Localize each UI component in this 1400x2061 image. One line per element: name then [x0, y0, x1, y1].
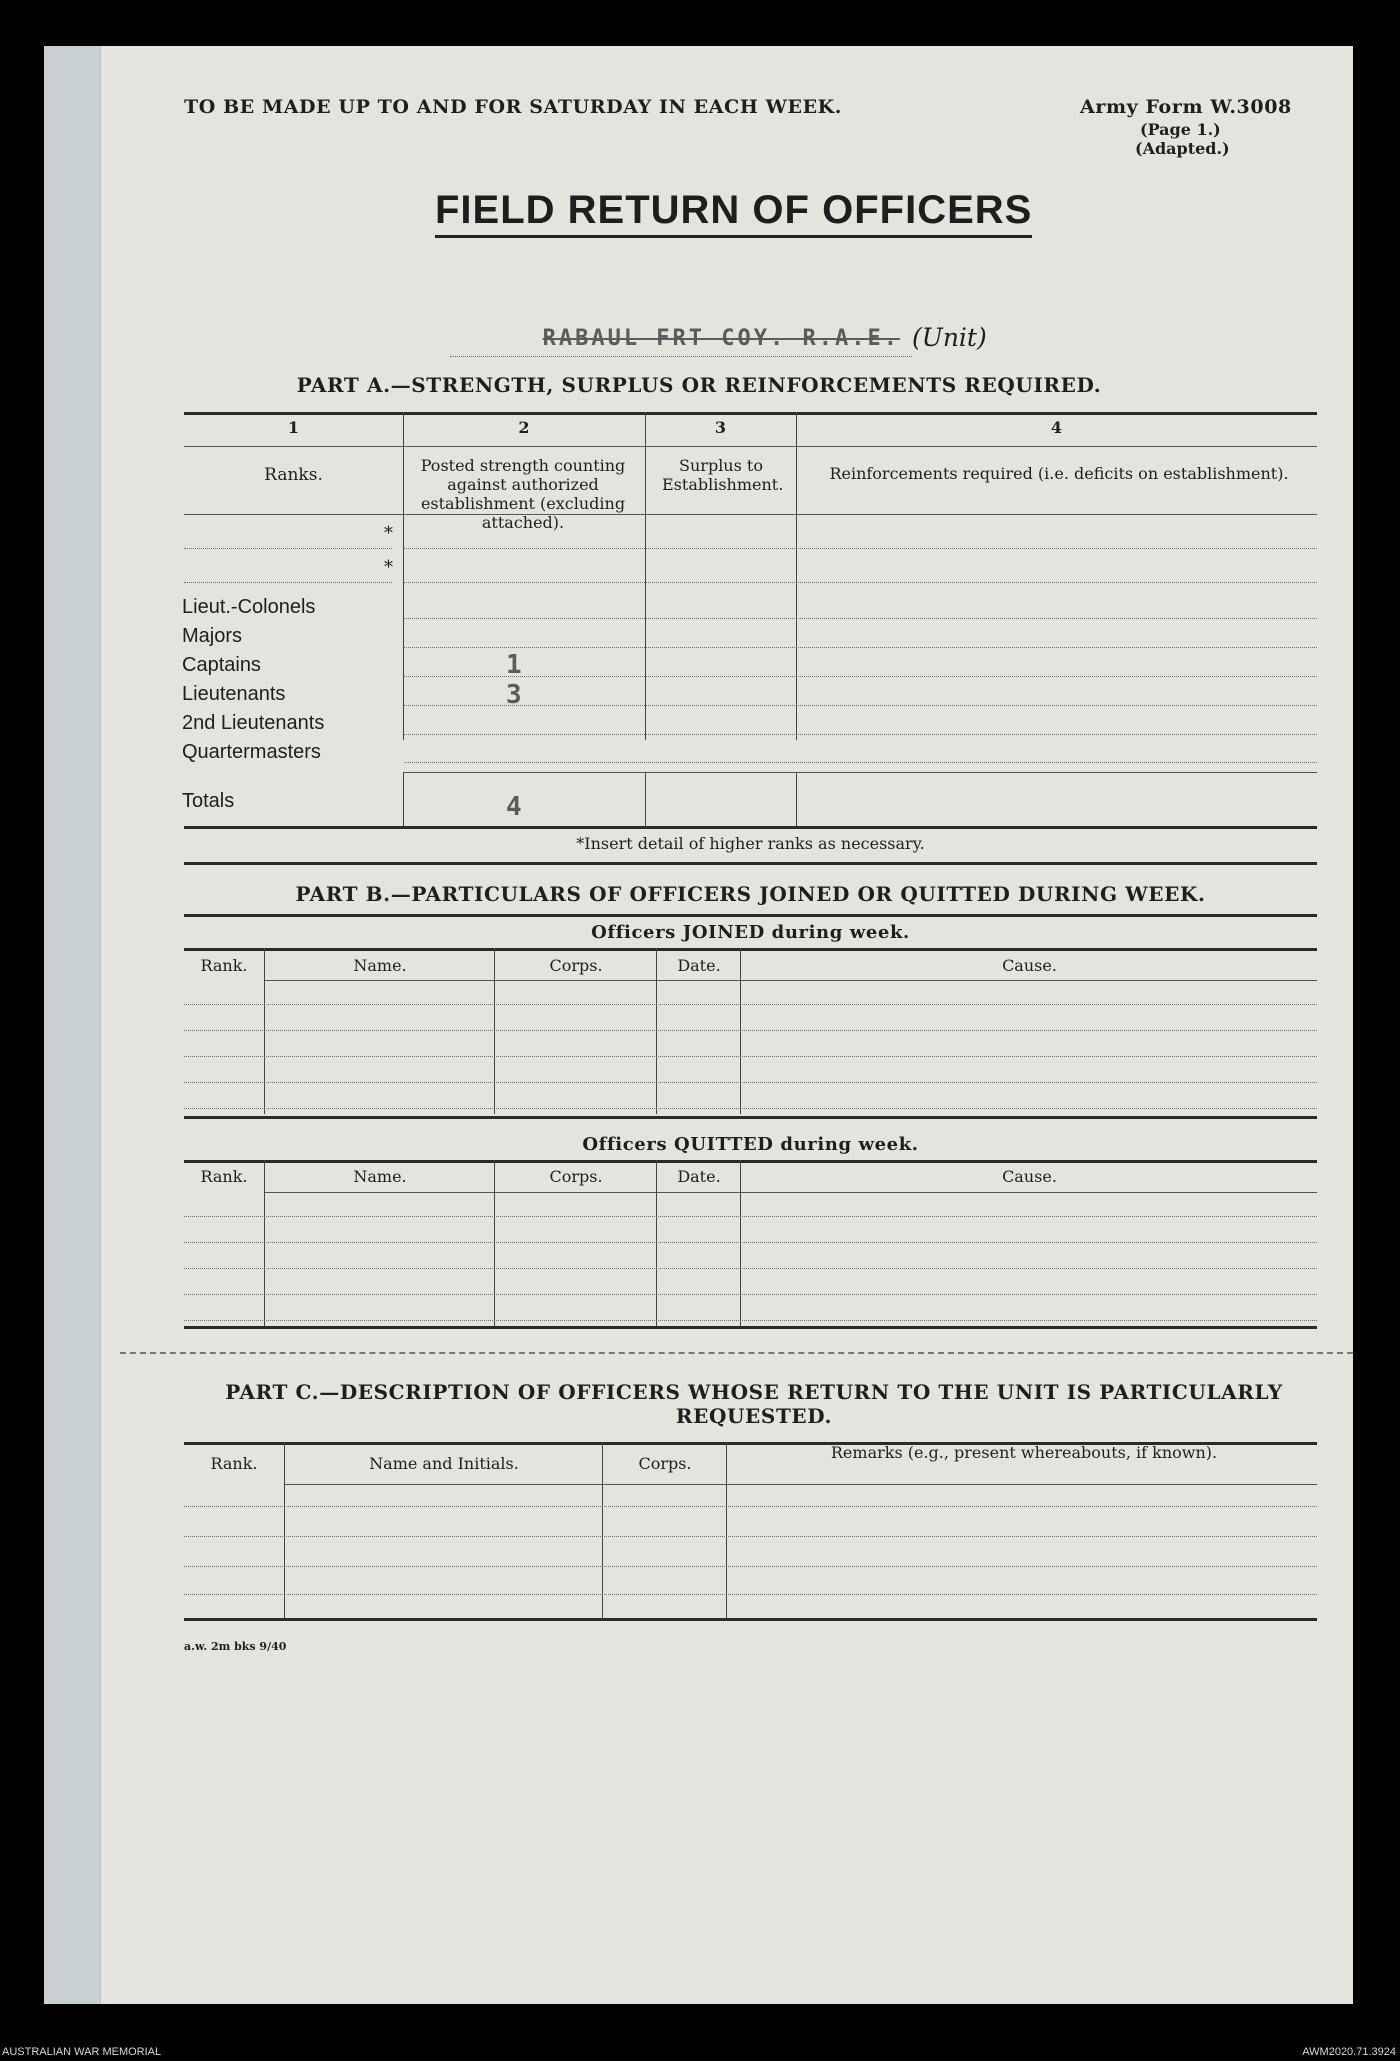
archive-reference: AWM2020.71.3924: [1302, 2046, 1396, 2058]
joined-col-rank: Rank.: [200, 956, 248, 975]
joined-col-name: Name.: [353, 956, 407, 975]
asterisk-mark-2: *: [384, 557, 393, 578]
col-header-ranks: Ranks.: [264, 465, 323, 485]
unit-field[interactable]: [450, 326, 912, 357]
joined-col-corps: Corps.: [549, 956, 603, 975]
joined-heading: Officers JOINED during week.: [591, 922, 910, 943]
col-header-posted-strength: Posted strength counting against authorized establishment (excluding attached).: [420, 456, 626, 532]
quitted-heading: Officers QUITTED during week.: [582, 1134, 919, 1155]
unit-label: (Unit): [912, 323, 987, 352]
col-number-1: 1: [287, 418, 300, 437]
col-number-3: 3: [714, 418, 727, 437]
totals-label: Totals: [182, 790, 235, 812]
part-c-col-rank: Rank.: [210, 1454, 258, 1473]
col-number-2: 2: [518, 418, 530, 437]
unit-name: RABAUL FRT COY. R.A.E.: [542, 326, 900, 351]
captains-strength[interactable]: 1: [506, 650, 522, 680]
quitted-col-corps: Corps.: [549, 1167, 603, 1186]
part-c-heading-line2: REQUESTED.: [675, 1404, 833, 1428]
totals-strength[interactable]: 4: [506, 792, 522, 822]
page-note: (Page 1.): [1140, 120, 1221, 139]
page-title: FIELD RETURN OF OFFICERS: [435, 188, 1032, 238]
asterisk-mark-1: *: [384, 523, 393, 544]
rank-lieut-colonels: Lieut.-Colonels: [182, 596, 316, 618]
rank-majors: Majors: [182, 625, 243, 647]
print-code: a.w. 2m bks 9/40: [184, 1640, 287, 1653]
part-c-col-remarks: Remarks (e.g., present whereabouts, if known).: [830, 1443, 1218, 1462]
form-sheet: [44, 46, 1353, 2004]
weekly-instruction: TO BE MADE UP TO AND FOR SATURDAY IN EACH WEEK.: [184, 96, 843, 118]
lieutenants-strength[interactable]: 3: [506, 680, 522, 710]
part-c-col-corps: Corps.: [638, 1454, 692, 1473]
col-header-surplus: Surplus to Establishment.: [662, 456, 784, 494]
archive-credit: AUSTRALIAN WAR MEMORIAL: [2, 2046, 162, 2058]
part-a-footnote: *Insert detail of higher ranks as necessary.: [576, 834, 925, 853]
rank-lieutenants: Lieutenants: [182, 683, 286, 705]
part-a-heading: PART A.—STRENGTH, SURPLUS OR REINFORCEMENTS REQUIRED.: [296, 373, 1102, 397]
rank-captains: Captains: [182, 654, 261, 676]
quitted-col-name: Name.: [353, 1167, 407, 1186]
rank-2nd-lieutenants: 2nd Lieutenants: [182, 712, 325, 734]
part-c-col-name: Name and Initials.: [369, 1454, 519, 1473]
form-number: Army Form W.3008: [1080, 96, 1292, 118]
adapted-note: (Adapted.): [1135, 139, 1230, 158]
col-number-4: 4: [1050, 418, 1063, 437]
part-c-heading-line1: PART C.—DESCRIPTION OF OFFICERS WHOSE RETURN TO THE UNIT IS PARTICULARLY: [225, 1380, 1283, 1404]
part-b-heading: PART B.—PARTICULARS OF OFFICERS JOINED OR QUITTED DURING WEEK.: [295, 882, 1206, 906]
joined-col-cause: Cause.: [1002, 956, 1057, 975]
quitted-col-cause: Cause.: [1002, 1167, 1057, 1186]
binding-stub: [44, 46, 101, 2004]
quitted-col-rank: Rank.: [200, 1167, 248, 1186]
joined-col-date: Date.: [677, 956, 721, 975]
col-header-reinforcements: Reinforcements required (i.e. deficits on establishment).: [829, 464, 1289, 483]
rank-quartermasters: Quartermasters: [182, 741, 321, 763]
quitted-col-date: Date.: [677, 1167, 721, 1186]
